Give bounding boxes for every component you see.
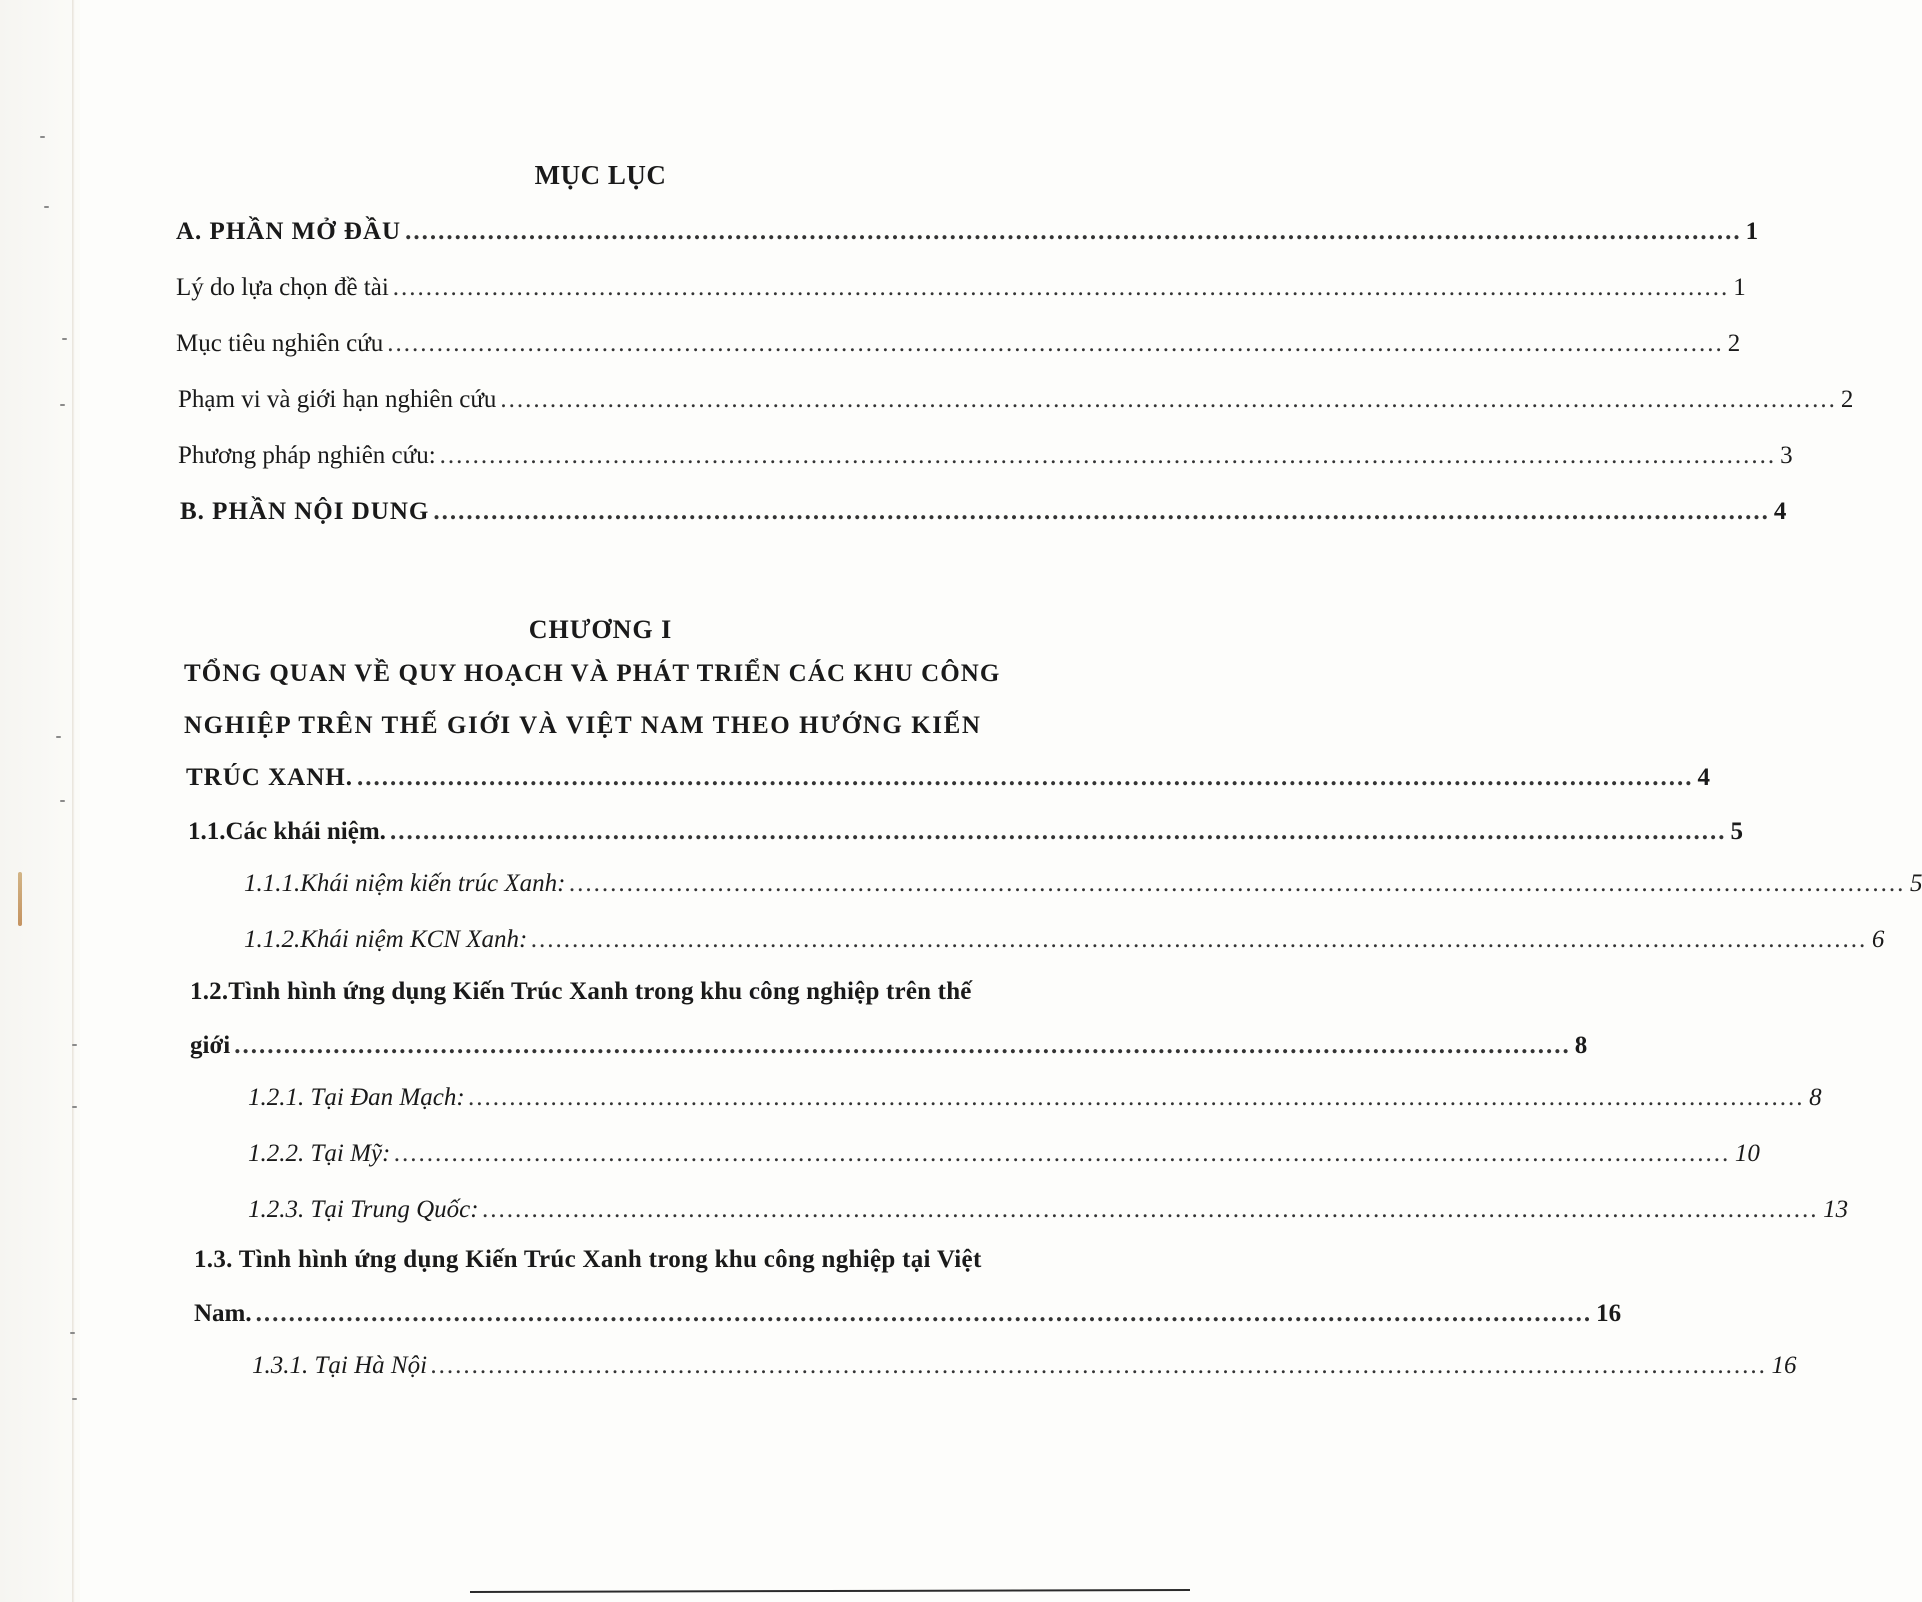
toc-entry-page: 16	[1596, 1300, 1622, 1327]
toc-entry-label: A. PHẦN MỞ ĐẦU	[176, 218, 402, 245]
toc-entry-page: 4	[1773, 498, 1788, 525]
toc-entry-label: Nam.	[194, 1300, 252, 1327]
chapter-heading-text: NGHIỆP TRÊN THẾ GIỚI VÀ VIỆT NAM THEO HƯỚNG KIẾN	[184, 712, 982, 739]
toc-entry-label: Phạm vi và giới hạn nghiên cứu	[178, 386, 497, 413]
toc-entry-label: Mục tiêu nghiên cứu	[176, 330, 384, 357]
toc-entry[interactable]	[178, 386, 1854, 414]
toc-entry-label: 1.2.3. Tại Trung Quốc:	[248, 1196, 479, 1223]
leader-dots: ..................................................................................................................................................................	[433, 498, 1770, 525]
toc-entry-label: Phương pháp nghiên cứu:	[178, 442, 436, 469]
leader-dots: ..................................................................................................................................................................	[234, 1032, 1571, 1059]
toc-entry-1-1[interactable]	[188, 818, 1743, 846]
toc-entry-label: 1.2.Tình hình ứng dụng Kiến Trúc Xanh trong khu công nghiệp trên thế	[190, 978, 972, 1005]
toc-entry-chapter[interactable]	[186, 764, 1711, 792]
toc-entry[interactable]	[244, 870, 1922, 898]
leader-dots: ..................................................................................................................................................................	[569, 870, 1906, 897]
chapter-heading-line[interactable]	[184, 660, 1030, 688]
toc-entry[interactable]	[178, 442, 1793, 470]
toc-entry[interactable]	[248, 1140, 1760, 1168]
toc-entry-label: 1.2.2. Tại Mỹ:	[248, 1140, 391, 1167]
toc-entry-label: Lý do lựa chọn đề tài	[176, 274, 389, 301]
toc-entry-1-3-line[interactable]	[194, 1246, 1040, 1274]
toc-entry-label: TRÚC XANH.	[186, 764, 353, 791]
toc-entry-page: 6	[1871, 926, 1885, 953]
leader-dots: ..................................................................................................................................................................	[531, 926, 1868, 953]
chapter-heading-line[interactable]	[184, 712, 1030, 740]
page-title: MỤC LỤC	[534, 160, 667, 190]
toc-entry-section-b[interactable]	[180, 498, 1788, 526]
toc-entry-1-2[interactable]	[190, 1032, 1588, 1060]
toc-entry-page: 16	[1771, 1352, 1797, 1379]
toc-entry-page: 8	[1574, 1032, 1588, 1059]
toc-entry[interactable]	[244, 926, 1885, 954]
toc-entry-page: 8	[1809, 1084, 1822, 1111]
toc-entry-label: 1.3.1. Tại Hà Nội	[252, 1352, 428, 1379]
toc-entry-label: B. PHẦN NỘI DUNG	[180, 498, 430, 525]
chapter-heading-text: TỔNG QUAN VỀ QUY HOẠCH VÀ PHÁT TRIỂN CÁC KHU CÔNG	[184, 660, 1001, 687]
toc-entry-label: 1.1.2.Khái niệm KCN Xanh:	[244, 926, 528, 953]
leader-dots: ..................................................................................................................................................................	[255, 1300, 1593, 1327]
leader-dots: ..................................................................................................................................................................	[482, 1196, 1820, 1223]
toc-entry[interactable]	[176, 330, 1741, 358]
leader-dots: ..................................................................................................................................................................	[405, 218, 1742, 245]
leader-dots: ..................................................................................................................................................................	[468, 1084, 1806, 1111]
toc-entry-page: 4	[1697, 764, 1711, 791]
toc-entry-page: 1	[1733, 274, 1746, 301]
toc-entry-page: 3	[1780, 442, 1793, 469]
leader-dots: ..................................................................................................................................................................	[394, 1140, 1731, 1167]
toc-entry-page: 5	[1730, 818, 1743, 845]
leader-dots: ..................................................................................................................................................................	[500, 386, 1837, 413]
toc-entry-page: 5	[1909, 870, 1922, 897]
toc-entry-page: 1	[1745, 218, 1760, 245]
toc-entry-page: 2	[1727, 330, 1741, 357]
leader-dots: ..................................................................................................................................................................	[392, 274, 1730, 301]
toc-entry[interactable]	[248, 1196, 1849, 1224]
toc-entry[interactable]	[176, 274, 1746, 302]
toc-entry-label: 1.3. Tình hình ứng dụng Kiến Trúc Xanh trong khu công nghiệp tại Việt	[194, 1246, 982, 1273]
toc-entry-1-3[interactable]	[194, 1300, 1622, 1328]
toc-entry-page: 13	[1823, 1196, 1849, 1223]
toc-entry[interactable]	[252, 1352, 1797, 1380]
toc-entry-label: giới	[190, 1032, 231, 1059]
chapter-label: CHƯƠNG I	[528, 615, 673, 644]
leader-dots: ..................................................................................................................................................................	[387, 330, 1724, 357]
toc-entry-label: 1.1.Các khái niệm.	[188, 818, 386, 845]
toc-entry-page: 2	[1840, 386, 1854, 413]
leader-dots: ..................................................................................................................................................................	[439, 442, 1777, 469]
toc-entry-page: 10	[1734, 1140, 1760, 1167]
leader-dots: ..................................................................................................................................................................	[389, 818, 1727, 845]
toc-entry-label: 1.1.1.Khái niệm kiến trúc Xanh:	[244, 870, 566, 897]
toc-entry-section-a[interactable]	[176, 218, 1760, 246]
toc-entry-label: 1.2.1. Tại Đan Mạch:	[248, 1084, 465, 1111]
toc-entry-1-2-line[interactable]	[190, 978, 1036, 1006]
leader-dots: ..................................................................................................................................................................	[431, 1352, 1768, 1379]
toc-entry[interactable]	[248, 1084, 1822, 1112]
leader-dots: ..................................................................................................................................................................	[356, 764, 1694, 791]
